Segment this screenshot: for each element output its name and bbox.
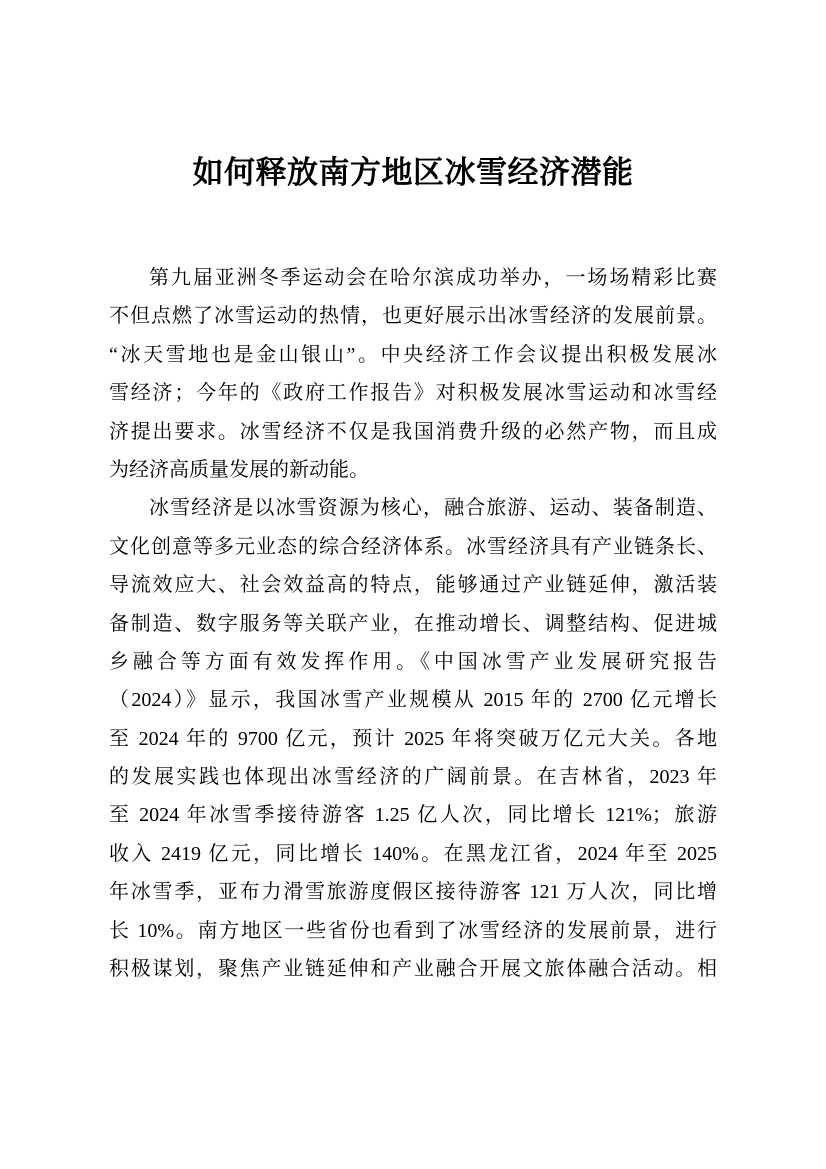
- paragraph-2: [109, 489, 717, 988]
- text-line: “冰天雪地也是金山银山”。中央经济工作会议提出积极发展冰: [109, 343, 717, 366]
- text-line: 第九届亚洲冬季运动会在哈尔滨成功举办，一场场精彩比赛: [149, 267, 717, 289]
- text-line: 年冰雪季，亚布力滑雪旅游度假区接待游客 121 万人次，同比增: [109, 881, 717, 904]
- document-body: [109, 259, 717, 988]
- text-line: 不但点燃了冰雪运动的热情，也更好展示出冰雪经济的发展前景。: [109, 305, 717, 328]
- text-line: 的发展实践也体现出冰雪经济的广阔前景。在吉林省，2023 年: [109, 766, 717, 789]
- text-line: 冰雪经济是以冰雪资源为核心，融合旅游、运动、装备制造、: [149, 497, 717, 520]
- text-line: 长 10%。南方地区一些省份也看到了冰雪经济的发展前景，进行: [109, 919, 717, 942]
- text-line: 收入 2419 亿元，同比增长 140%。在黑龙江省，2024 年至 2025: [109, 842, 717, 865]
- text-line: （2024）》显示，我国冰雪产业规模从 2015 年的 2700 亿元增长: [109, 689, 717, 712]
- text-line: 至 2024 年冰雪季接待游客 1.25 亿人次，同比增长 121%；旅游: [109, 804, 717, 827]
- text-line: 为经济高质量发展的新动能。: [109, 458, 369, 481]
- document-title: 如何释放南方地区冰雪经济潜能: [192, 155, 634, 190]
- text-line: 导流效应大、社会效益高的特点，能够通过产业链延伸，激活装: [109, 574, 717, 597]
- text-line: 积极谋划，聚焦产业链延伸和产业融合开展文旅体融合活动。相: [109, 958, 717, 981]
- paragraph-1: [109, 259, 717, 489]
- text-line: 乡融合等方面有效发挥作用。《中国冰雪产业发展研究报告: [109, 650, 717, 673]
- text-line: 雪经济；今年的《政府工作报告》对积极发展冰雪运动和冰雪经: [109, 382, 717, 405]
- text-line: 备制造、数字服务等关联产业，在推动增长、调整结构、促进城: [109, 612, 717, 635]
- text-line: 济提出要求。冰雪经济不仅是我国消费升级的必然产物，而且成: [109, 420, 717, 443]
- text-line: 至 2024 年的 9700 亿元，预计 2025 年将突破万亿元大关。各地: [109, 727, 717, 750]
- text-line: 文化创意等多元业态的综合经济体系。冰雪经济具有产业链条长、: [109, 535, 717, 558]
